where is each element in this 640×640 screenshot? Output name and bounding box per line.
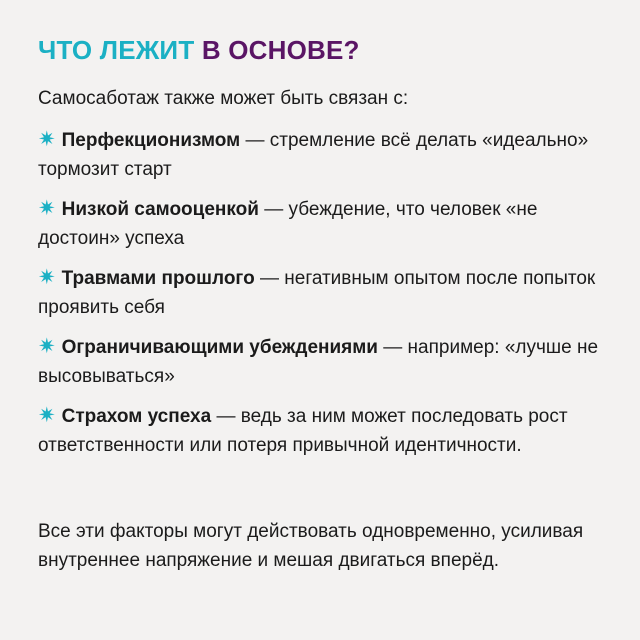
item-term: Ограничивающими убеждениями	[61, 337, 378, 358]
item-term: Травмами прошлого	[61, 268, 255, 289]
intro-text: Самосаботаж также может быть связан с:	[38, 88, 409, 109]
list-item	[38, 263, 608, 322]
list-item	[38, 332, 608, 391]
causes-list	[38, 125, 608, 470]
item-description: — негативным опытом после попыток проявить себя	[38, 268, 596, 318]
item-description: — убеждение, что человек «не достоин» успеха	[38, 199, 538, 249]
star-icon: ✷	[38, 404, 56, 427]
item-description: — стремление всё делать «идеально» тормозит старт	[38, 130, 589, 180]
title-part-dark: В ОСНОВЕ?	[201, 35, 360, 65]
item-description: — ведь за ним может последовать рост ответственности или потеря привычной идентичности.	[38, 406, 568, 456]
star-icon: ✷	[38, 335, 56, 358]
item-term: Перфекционизмом	[61, 130, 241, 151]
list-item	[38, 401, 608, 460]
list-item	[38, 194, 608, 253]
item-description: — например: «лучше не высовываться»	[38, 337, 599, 387]
page-title	[38, 34, 360, 66]
star-icon: ✷	[38, 128, 56, 151]
item-term: Низкой самооценкой	[61, 199, 259, 220]
item-term: Страхом успеха	[61, 406, 212, 427]
star-icon: ✷	[38, 266, 56, 289]
list-item	[38, 125, 608, 184]
star-icon: ✷	[38, 197, 56, 220]
title-part-accent: ЧТО ЛЕЖИТ	[38, 35, 195, 65]
conclusion-text: Все эти факторы могут действовать одновременно, усиливая внутреннее напряжение и мешая двигаться вперёд.	[38, 521, 584, 571]
